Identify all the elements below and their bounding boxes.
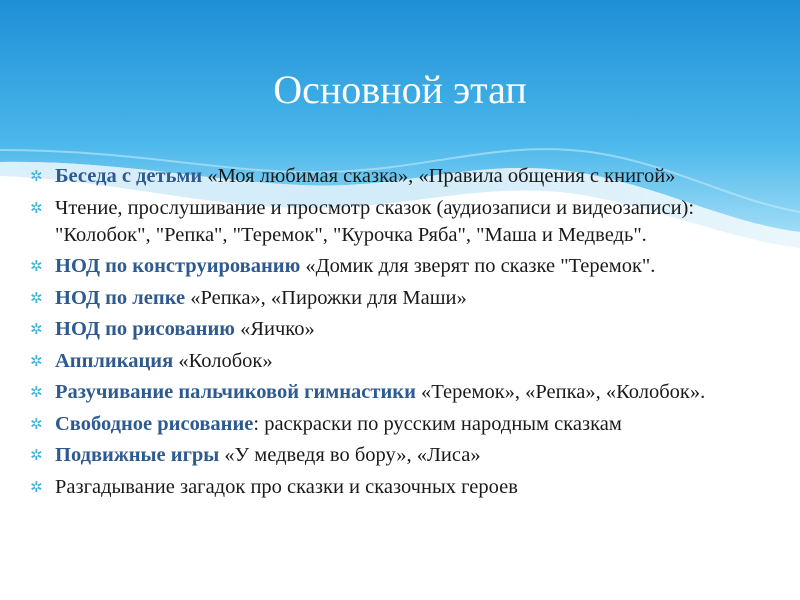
list-item [28, 285, 780, 312]
item-highlight: Разучивание пальчиковой гимнастики [55, 381, 416, 403]
bullet-list [28, 163, 780, 505]
list-item [28, 442, 780, 469]
list-item [28, 411, 780, 438]
bullet-icon: ✲ [30, 257, 43, 275]
item-text: «Яичко» [234, 318, 315, 340]
bullet-icon: ✲ [30, 167, 43, 185]
list-item [28, 379, 780, 406]
slide-title: Основной этап [273, 67, 527, 112]
item-text: : раскраски по русским народным сказкам [253, 412, 622, 435]
item-highlight: НОД по лепке [55, 286, 186, 309]
item-highlight: Беседа с детьми [55, 165, 203, 187]
item-text: «Домик для зверят по сказке "Теремок". [300, 255, 656, 277]
list-item [28, 253, 780, 280]
bullet-icon: ✲ [30, 351, 43, 370]
bullet-icon: ✲ [30, 288, 43, 307]
item-text: «Репка», «Пирожки для Маши» [185, 286, 467, 309]
bullet-icon: ✲ [30, 198, 43, 217]
item-text: «Моя любимая сказка», «Правила общения с книгой» [202, 165, 676, 187]
bullet-icon: ✲ [30, 477, 43, 496]
list-item [28, 316, 780, 343]
list-item [28, 195, 780, 249]
bullet-icon: ✲ [30, 383, 43, 401]
bullet-icon: ✲ [30, 414, 43, 433]
bullet-icon: ✲ [30, 446, 43, 464]
bullet-icon: ✲ [30, 320, 43, 338]
item-highlight: Аппликация [55, 349, 174, 372]
list-item [28, 474, 780, 501]
item-text: «Теремок», «Репка», «Колобок». [415, 381, 706, 403]
list-item [28, 348, 780, 375]
list-item [28, 163, 780, 190]
item-text: Чтение, прослушивание и просмотр сказок (аудиозаписи и видеозаписи): "Колобок", "Репка", "Теремок", "Курочка Ряба", "Маша и Медведь". [55, 196, 695, 246]
item-text: «У медведя во бору», «Лиса» [219, 444, 481, 466]
item-highlight: Подвижные игры [55, 444, 220, 466]
item-highlight: НОД по рисованию [55, 318, 235, 340]
item-text: «Колобок» [173, 349, 273, 372]
item-highlight: Свободное рисование [55, 412, 254, 435]
item-text: Разгадывание загадок про сказки и сказочных героев [55, 475, 518, 498]
item-highlight: НОД по конструированию [55, 255, 301, 277]
